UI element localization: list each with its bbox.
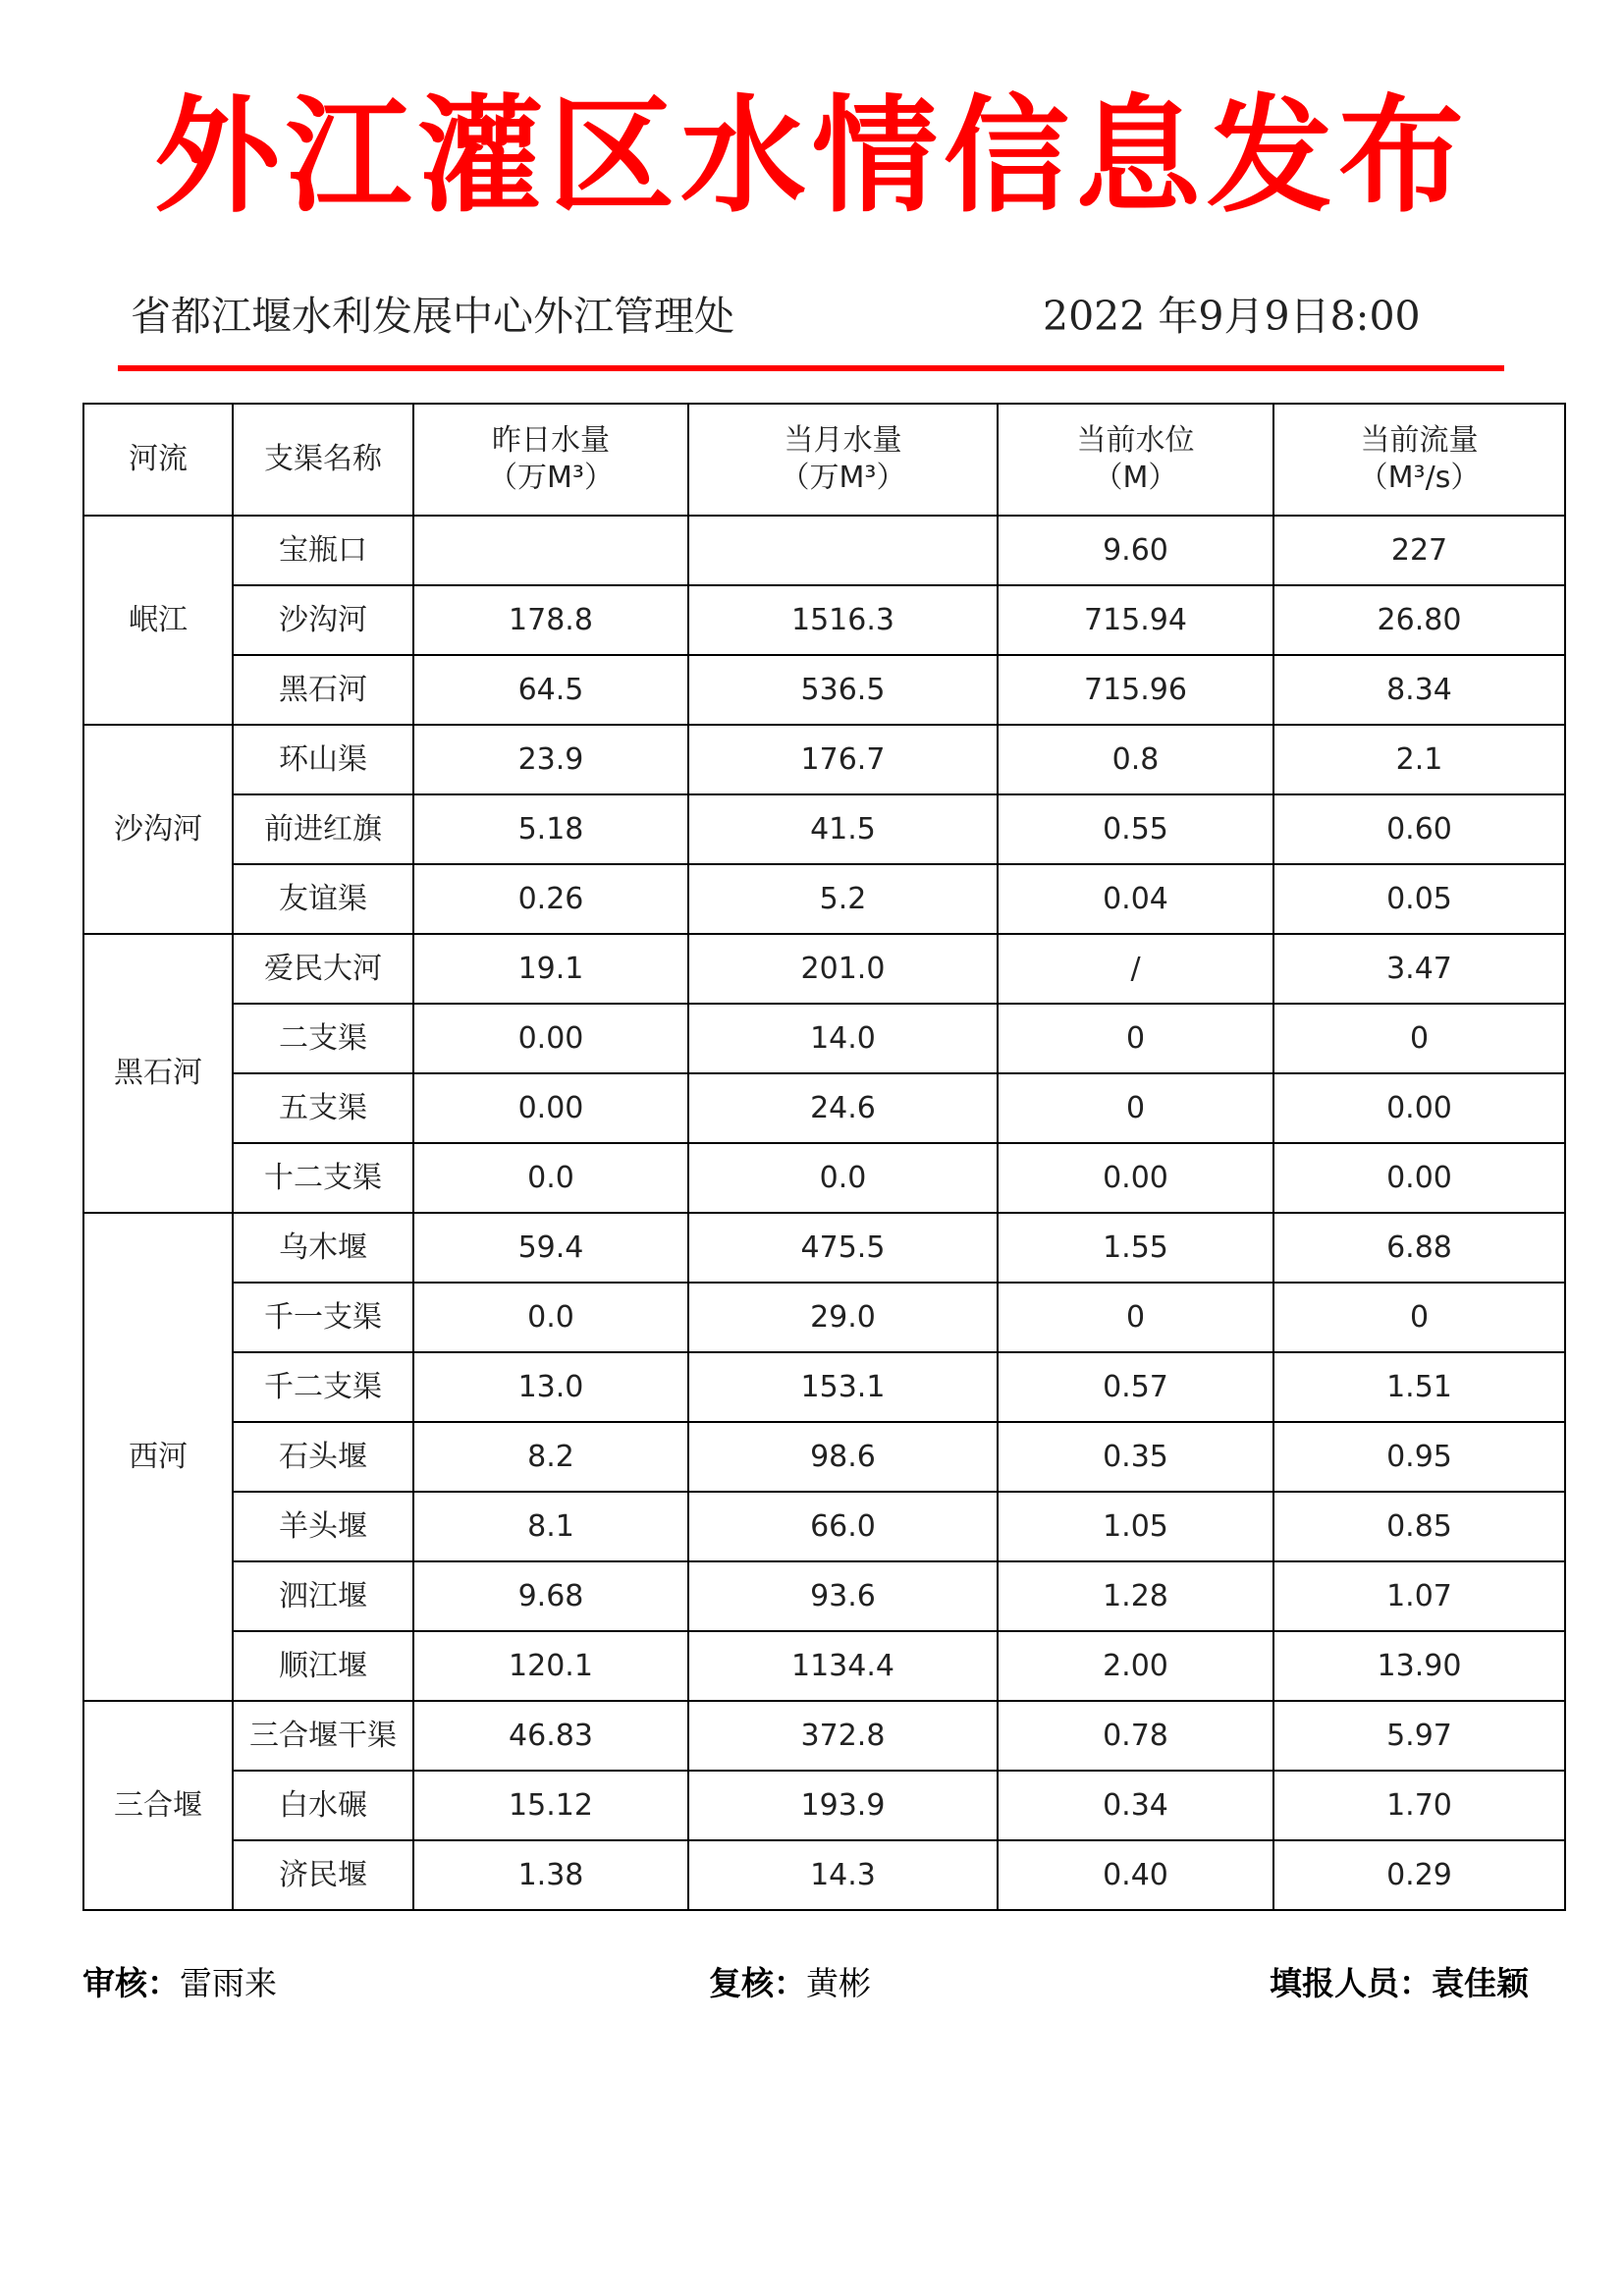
- filer: 填报人员：袁佳颖: [1270, 1964, 1529, 2002]
- cell-month-volume: 1134.4: [688, 1631, 998, 1701]
- table-row: [83, 655, 1565, 725]
- cell-month-volume: [688, 516, 998, 585]
- cell-current-flow: 6.88: [1273, 1213, 1565, 1283]
- rechecker-name: 黄彬: [806, 1964, 871, 2002]
- table-row: [83, 1840, 1565, 1910]
- table-row: [83, 1492, 1565, 1561]
- cell-current-level: 1.28: [998, 1561, 1273, 1631]
- cell-yesterday-volume: 0.26: [413, 864, 688, 934]
- cell-branch: 前进红旗: [233, 794, 413, 864]
- cell-month-volume: 93.6: [688, 1561, 998, 1631]
- cell-branch: 五支渠: [233, 1073, 413, 1143]
- page-title: 外江灌区水情信息发布: [153, 83, 1470, 230]
- cell-current-flow: 0.60: [1273, 794, 1565, 864]
- cell-yesterday-volume: 19.1: [413, 934, 688, 1004]
- header-current-flow: 当前流量 （M³/s）: [1273, 404, 1565, 516]
- cell-current-level: 0.57: [998, 1352, 1273, 1422]
- cell-current-level: 0: [998, 1073, 1273, 1143]
- cell-month-volume: 201.0: [688, 934, 998, 1004]
- header-yesterday-volume: 昨日水量 （万M³）: [413, 404, 688, 516]
- cell-yesterday-volume: 46.83: [413, 1701, 688, 1771]
- cell-current-level: 2.00: [998, 1631, 1273, 1701]
- cell-river: 黑石河: [83, 934, 233, 1213]
- cell-current-level: 0.04: [998, 864, 1273, 934]
- table-row: [83, 1561, 1565, 1631]
- release-datetime: 2022 年9月9日8:00: [1043, 293, 1421, 340]
- cell-current-level: 0.78: [998, 1701, 1273, 1771]
- cell-current-flow: 2.1: [1273, 725, 1565, 794]
- table-row: [83, 516, 1565, 585]
- table-row: [83, 1004, 1565, 1073]
- cell-current-level: 0: [998, 1004, 1273, 1073]
- table-row: [83, 1701, 1565, 1771]
- cell-branch: 黑石河: [233, 655, 413, 725]
- cell-month-volume: 193.9: [688, 1771, 998, 1840]
- cell-current-flow: 0.85: [1273, 1492, 1565, 1561]
- cell-yesterday-volume: 178.8: [413, 585, 688, 655]
- cell-branch: 济民堰: [233, 1840, 413, 1910]
- cell-current-level: 0.55: [998, 794, 1273, 864]
- cell-branch: 羊头堰: [233, 1492, 413, 1561]
- cell-current-flow: 0: [1273, 1283, 1565, 1352]
- cell-current-level: 0.8: [998, 725, 1273, 794]
- cell-yesterday-volume: 59.4: [413, 1213, 688, 1283]
- header-river: 河流: [83, 404, 233, 516]
- cell-yesterday-volume: 5.18: [413, 794, 688, 864]
- table-row: [83, 864, 1565, 934]
- cell-yesterday-volume: 64.5: [413, 655, 688, 725]
- header-branch: 支渠名称: [233, 404, 413, 516]
- cell-current-level: /: [998, 934, 1273, 1004]
- cell-month-volume: 98.6: [688, 1422, 998, 1492]
- cell-current-flow: 0.29: [1273, 1840, 1565, 1910]
- table-row: [83, 1143, 1565, 1213]
- cell-month-volume: 41.5: [688, 794, 998, 864]
- cell-branch: 石头堰: [233, 1422, 413, 1492]
- cell-month-volume: 176.7: [688, 725, 998, 794]
- cell-yesterday-volume: 23.9: [413, 725, 688, 794]
- table-row: [83, 1352, 1565, 1422]
- cell-current-level: 9.60: [998, 516, 1273, 585]
- cell-month-volume: 14.3: [688, 1840, 998, 1910]
- cell-month-volume: 66.0: [688, 1492, 998, 1561]
- cell-current-flow: 0: [1273, 1004, 1565, 1073]
- cell-current-flow: 1.07: [1273, 1561, 1565, 1631]
- reviewer: [82, 1959, 277, 2008]
- cell-yesterday-volume: 15.12: [413, 1771, 688, 1840]
- reviewer-name: 雷雨来: [180, 1964, 277, 2002]
- cell-river: 西河: [83, 1213, 233, 1701]
- cell-current-level: 0.00: [998, 1143, 1273, 1213]
- cell-month-volume: 5.2: [688, 864, 998, 934]
- header-current-level: 当前水位 （M）: [998, 404, 1273, 516]
- table-row: [83, 1213, 1565, 1283]
- cell-current-level: 0.34: [998, 1771, 1273, 1840]
- cell-branch: 环山渠: [233, 725, 413, 794]
- cell-branch: 顺江堰: [233, 1631, 413, 1701]
- cell-branch: 白水碾: [233, 1771, 413, 1840]
- table-row: [83, 794, 1565, 864]
- cell-current-flow: 0.05: [1273, 864, 1565, 934]
- cell-branch: 爱民大河: [233, 934, 413, 1004]
- cell-current-level: 1.05: [998, 1492, 1273, 1561]
- table-row: [83, 1631, 1565, 1701]
- cell-yesterday-volume: 0.0: [413, 1143, 688, 1213]
- cell-branch: 友谊渠: [233, 864, 413, 934]
- cell-current-flow: 227: [1273, 516, 1565, 585]
- cell-month-volume: 24.6: [688, 1073, 998, 1143]
- cell-current-level: 0.40: [998, 1840, 1273, 1910]
- table-row: [83, 585, 1565, 655]
- cell-current-flow: 3.47: [1273, 934, 1565, 1004]
- cell-month-volume: 475.5: [688, 1213, 998, 1283]
- cell-current-level: 0.35: [998, 1422, 1273, 1492]
- cell-yesterday-volume: 1.38: [413, 1840, 688, 1910]
- cell-river: 三合堰: [83, 1701, 233, 1910]
- cell-month-volume: 29.0: [688, 1283, 998, 1352]
- cell-current-level: 715.94: [998, 585, 1273, 655]
- cell-current-flow: 0.95: [1273, 1422, 1565, 1492]
- cell-branch: 二支渠: [233, 1004, 413, 1073]
- cell-yesterday-volume: [413, 516, 688, 585]
- table-row: [83, 1283, 1565, 1352]
- table-row: [83, 725, 1565, 794]
- cell-branch: 泗江堰: [233, 1561, 413, 1631]
- issuing-organization: 省都江堰水利发展中心外江管理处: [131, 293, 734, 340]
- cell-current-flow: 0.00: [1273, 1143, 1565, 1213]
- header-month-volume: 当月水量 （万M³）: [688, 404, 998, 516]
- cell-month-volume: 153.1: [688, 1352, 998, 1422]
- cell-month-volume: 1516.3: [688, 585, 998, 655]
- cell-current-flow: 1.70: [1273, 1771, 1565, 1840]
- cell-current-flow: 1.51: [1273, 1352, 1565, 1422]
- cell-current-flow: 13.90: [1273, 1631, 1565, 1701]
- cell-branch: 宝瓶口: [233, 516, 413, 585]
- cell-yesterday-volume: 13.0: [413, 1352, 688, 1422]
- cell-month-volume: 536.5: [688, 655, 998, 725]
- red-divider: [118, 365, 1504, 371]
- cell-river: 岷江: [83, 516, 233, 725]
- cell-yesterday-volume: 8.1: [413, 1492, 688, 1561]
- cell-yesterday-volume: 0.0: [413, 1283, 688, 1352]
- cell-yesterday-volume: 8.2: [413, 1422, 688, 1492]
- water-data-table: [82, 403, 1566, 1911]
- table-row: [83, 934, 1565, 1004]
- cell-branch: 千一支渠: [233, 1283, 413, 1352]
- cell-yesterday-volume: 0.00: [413, 1004, 688, 1073]
- cell-yesterday-volume: 0.00: [413, 1073, 688, 1143]
- cell-branch: 千二支渠: [233, 1352, 413, 1422]
- table-row: [83, 1422, 1565, 1492]
- rechecker: [709, 1959, 871, 2008]
- cell-month-volume: 14.0: [688, 1004, 998, 1073]
- cell-branch: 乌木堰: [233, 1213, 413, 1283]
- cell-branch: 三合堰干渠: [233, 1701, 413, 1771]
- table-header-row: [83, 404, 1565, 516]
- cell-yesterday-volume: 120.1: [413, 1631, 688, 1701]
- table-row: [83, 1771, 1565, 1840]
- cell-current-level: 715.96: [998, 655, 1273, 725]
- rechecker-label: 复核：: [709, 1964, 806, 2002]
- cell-yesterday-volume: 9.68: [413, 1561, 688, 1631]
- cell-month-volume: 372.8: [688, 1701, 998, 1771]
- cell-current-flow: 0.00: [1273, 1073, 1565, 1143]
- cell-branch: 沙沟河: [233, 585, 413, 655]
- cell-current-level: 1.55: [998, 1213, 1273, 1283]
- cell-month-volume: 0.0: [688, 1143, 998, 1213]
- cell-current-flow: 26.80: [1273, 585, 1565, 655]
- table-body: [83, 516, 1565, 1910]
- cell-branch: 十二支渠: [233, 1143, 413, 1213]
- cell-river: 沙沟河: [83, 725, 233, 934]
- cell-current-flow: 5.97: [1273, 1701, 1565, 1771]
- cell-current-level: 0: [998, 1283, 1273, 1352]
- table-row: [83, 1073, 1565, 1143]
- cell-current-flow: 8.34: [1273, 655, 1565, 725]
- reviewer-label: 审核：: [82, 1964, 180, 2002]
